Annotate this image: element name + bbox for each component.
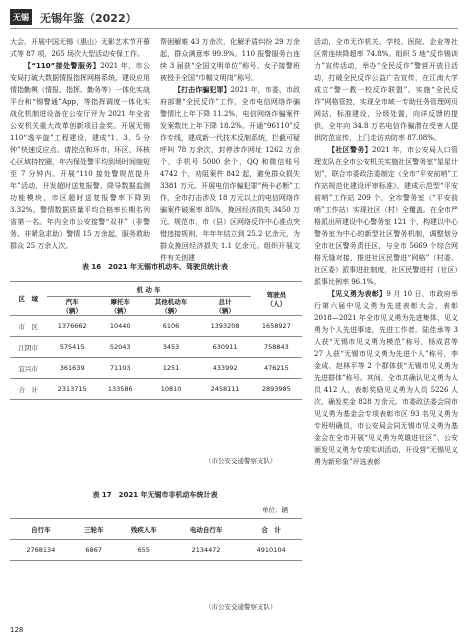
section-heading: 【打击诈骗犯罪】	[174, 86, 231, 94]
table-cell: 6867	[72, 540, 116, 561]
text-column-3	[314, 36, 458, 468]
paragraph-body: 2021 年，市委、市政府部署“全民反诈”工作，全市电信网络诈骗警情比上年下降 11.2%，电信网络诈骗案件发案数比上年下降 18.2%。开通“96110”反诈专线，建成新一代技术反制系统，拦截可疑呼叫 78 万余次，封停涉诈网址 1262 万余个，手机号 5000 余个，QQ 和微信账号 4742 个，劝阻案件 842 起，避免群众损失 3381 万元。开展电信诈骗犯罪“两卡必断”工作，全市打击涉及 18 万元以上的电信网络诈骗案件破案率 85%，挽回经济损失 3450 万元。规范市、市（县）区网络反诈中心准点突错违接规则，年年年结立到 25.2 亿余元，为群众挽回经济损失 1.1 亿余元。组织开展文件有关创建	[160, 86, 300, 262]
table-header-other-vehicles: 其他机动车 （辆）	[143, 297, 200, 316]
table-header-disabled-vehicles: 残疾人车	[116, 519, 172, 540]
table-cell: 4910104	[240, 540, 302, 561]
table-header-region: 区 域	[10, 282, 47, 316]
table-cell: 630911	[199, 337, 250, 358]
table-cell: 758843	[251, 337, 302, 358]
table-cell: 52043	[98, 337, 143, 358]
yearbook-title: 无锡年鉴（2022）	[40, 12, 137, 25]
table-cell: 1376662	[47, 316, 98, 337]
paragraph: 活动，全市无诈机关、学校、医院、企业等社区常连续降超率 74.8%。组织 5 地“反诈锡训力”宣传活动，举办“全民反诈”警营开放日活动，打破全民反诈公益广告宣传，在江南大学成立“警一教一校反诈联盟”。实施“全民反诈”网格管控，实现全市域一专助任务管理网页网站，标准建设，分级处置，向详反馈的提供，全年向 34.8 万名电信诈骗潜在受害人提供防范宣传，上门走访劝防率 87.08%。	[314, 38, 458, 142]
table-cell: 2768134	[10, 540, 72, 561]
table-cell: 2893985	[251, 379, 302, 400]
table-cell: 433992	[199, 358, 250, 379]
table-cell: 江阴市	[10, 337, 47, 358]
header-divider	[10, 28, 458, 29]
yearbook-logo: 无锡	[10, 9, 32, 25]
table-cell: 宜兴市	[10, 358, 47, 379]
table-cell: 133586	[98, 379, 143, 400]
table-cell: 655	[116, 540, 172, 561]
paragraph-body: 2021 年，市公安局打破大数据情报指挥网格系统，建设应用情指勤舆（情报、指挥、勤务等）一体化实战平台和“锡警通”App，等指挥调度一体化实战化机制进设备在公安厅评为 2021 年全省公安机关重大改革创新项目金奖。开展无锡 110“逸辛旋”工程建设，建成“1、3、5 分钟”快速反应点、请控点和环市、环区、环核心区域持控圈，年内保处警平均到场时间缩短至 7 分钟内。开展“110 接处警规范提升年”活动，开发超时送复报警、降导数据监测功能模块，市区超时送复报警率下降到 3.32%。警情数据质量平均合格率长期名列省第一名。年内全市公安接警“双非”（非警务、非紧急求助）警情 15 万余起，服务救助群众 25 万余人次。	[10, 62, 150, 250]
non-motor-vehicle-table	[10, 518, 302, 561]
table-cell: 476215	[251, 358, 302, 379]
table-cell: 合 计	[10, 379, 47, 400]
left-text-area	[10, 36, 300, 262]
table-cell: 2313715	[47, 379, 98, 400]
text-column-2	[160, 36, 300, 264]
paragraph	[314, 144, 458, 288]
page-number: 128	[10, 626, 24, 634]
page-header	[0, 0, 468, 30]
table-cell: 10810	[143, 379, 200, 400]
section-heading: 【社区警务】	[328, 146, 372, 154]
paragraph-body: 2021 年，市公安局人口管理支队在全市公安机关实施社区警务室“星星计划”，联合市委政法委制定《全市“平安前哨”工作站规范化建设评审标准》，建成示范型“平安前哨”工作站 209 个，全市警务室（“平安前哨”工作站）实现社区（村）全覆盖。在全市严格派出所建设中心警务室 121 个，构建以中心警务室为中心的新型社区警务机制，调整划分全市社区警务责任区，与全市 5669 个综合网格无缝对接，推进社区民警进“网格”（村委、社区委）派事进驻制度，社区民警进村（社区）派事比例率 96.1%。	[314, 146, 458, 286]
table-cell: 2458111	[199, 379, 250, 400]
table-header-motorcycles: 摩托车 （辆）	[98, 297, 143, 316]
table-16-caption: 表 16 2021 年无锡市机动车、驾驶员统计表	[81, 263, 229, 271]
table-row	[10, 316, 302, 337]
table-cell: 3453	[143, 337, 200, 358]
paragraph	[314, 288, 458, 468]
table-header-drivers: 驾驶员 （人）	[251, 282, 302, 316]
table-cell: 361639	[47, 358, 98, 379]
table-cell: 575415	[47, 337, 98, 358]
paragraph-body: 9 月 10 日，市政府举行第六届中见义勇为先进表彰大会，表彰 2018—2021 年全市见义勇为先进集体、见义勇为个人先进事迹，先进工作者。陆佳承等 3 人获“无锡市见义勇为模范”称号，杨成君等 27 人获“无锡市见义勇为先进个人”称号，李金成、赵林平等 2 个群体获“无锡市见义勇为先进群体”称号。其间，全市共确认见义勇为人员 412 人，表彰奖励见义勇为人员 5226 人次，确发奖金 828 万余元。市委政法委会同市见义勇为基金会专项表彰市区 93 名见义勇为专班明确员，市公安局会同无锡市见义勇为基金会在全市开展“见义勇为英雄进社区”、公安颁发见义勇为专项实训活动，开设营“无锡见义勇为新形象”评选表彰	[314, 290, 459, 466]
vehicle-driver-table	[10, 281, 302, 400]
table-header-e-bikes: 电动自行车	[172, 519, 240, 540]
paragraph: 大会、开展中国无锡（惠山）无影艺术节开幕式等 87 项，265 场次大型活动安保工作。	[10, 38, 150, 58]
table-header-total: 合 计	[240, 519, 302, 540]
table-header-vehicle-group: 机 动 车	[47, 282, 251, 297]
text-column-1	[10, 36, 150, 252]
table-cell: 71103	[98, 358, 143, 379]
table-cell: 1658927	[251, 316, 302, 337]
paragraph: 帮困解难 43 万余次，化解矛盾纠纷 29 万余起，群众满意率 99.9%。110 报警服务台连续 3 届获“全国文明单位”称号，女子接警班被授予全国“巾帼文明岗”称号。	[160, 38, 300, 82]
table-cell: 6106	[143, 316, 200, 337]
table-cell: 1251	[143, 358, 200, 379]
section-heading: 【“110”接处警服务】	[24, 62, 101, 70]
table-header-total: 总计 （辆）	[199, 297, 250, 316]
table-header-cars: 汽车 （辆）	[47, 297, 98, 316]
table-cell: 1393208	[199, 316, 250, 337]
table-16-source: （市公安交通警察支队）	[205, 457, 277, 465]
paragraph	[160, 84, 300, 264]
table-row-total	[10, 379, 302, 400]
section-heading: 【见义勇为表彰】	[328, 290, 387, 298]
table-17-caption: 表 17 2021 年无锡市非机动车统计表	[92, 491, 218, 499]
table-17-unit: 单位：辆	[262, 506, 288, 514]
table-row	[10, 540, 302, 561]
table-17-source: （市公安交通警察支队）	[205, 603, 277, 611]
table-header-bicycles: 自行车	[10, 519, 72, 540]
table-cell: 市 区	[10, 316, 47, 337]
table-cell: 2134472	[172, 540, 240, 561]
paragraph	[10, 60, 150, 252]
table-row	[10, 337, 302, 358]
table-header-tricycles: 三轮车	[72, 519, 116, 540]
table-row	[10, 358, 302, 379]
table-cell: 10440	[98, 316, 143, 337]
